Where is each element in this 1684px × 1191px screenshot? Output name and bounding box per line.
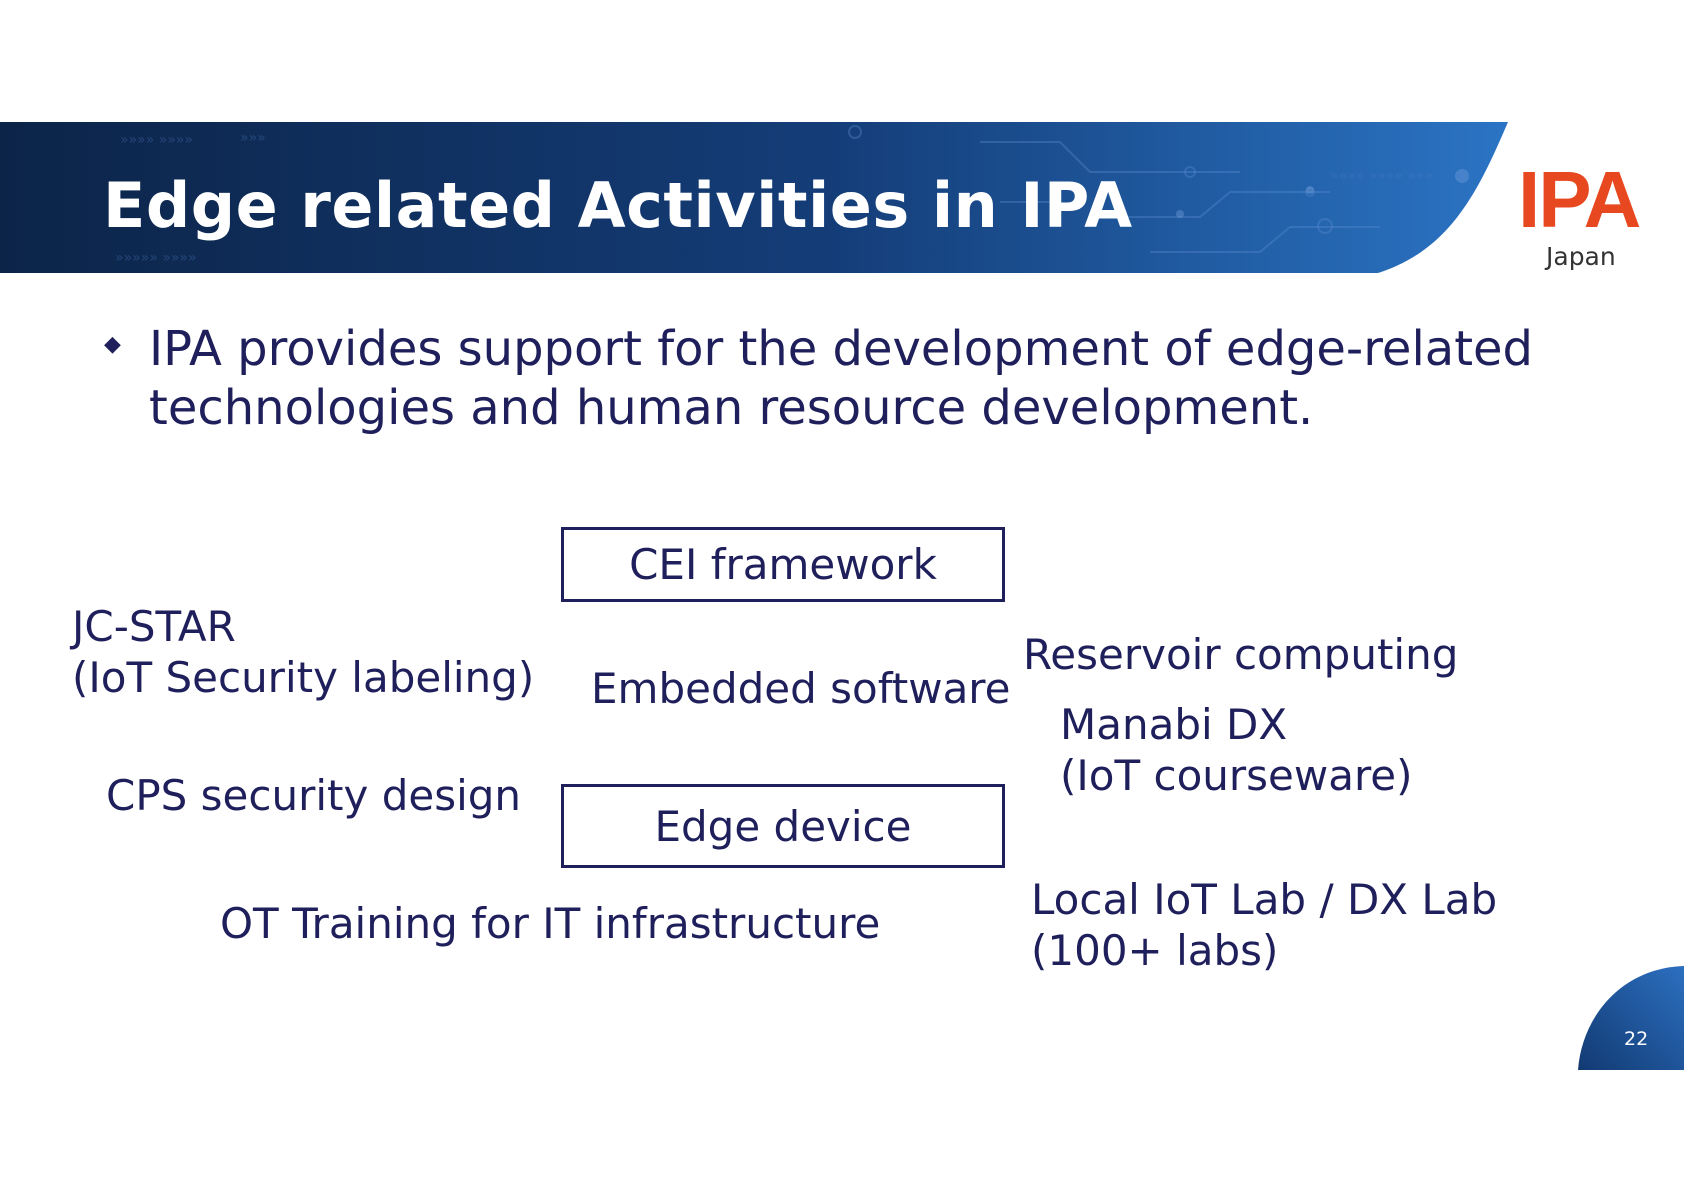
logo-mark: IPA [1518,155,1640,244]
manabi-dx-label [1060,699,1413,801]
edge-device-label: Edge device [654,801,912,851]
slide-title: Edge related Activities in IPA [103,169,1133,242]
svg-text:»»»» »»»»: »»»» »»»» [120,132,193,148]
reservoir-computing-label: Reservoir computing [1023,630,1459,679]
jc-star-label [72,601,534,703]
local-iot-lab-title: Local IoT Lab / DX Lab [1031,875,1498,924]
cei-framework-box [561,527,1005,602]
cps-security-label: CPS security design [106,771,522,820]
svg-text:»»»: »»» [240,130,266,146]
edge-device-box [561,784,1005,868]
cei-framework-label: CEI framework [629,540,937,589]
ot-training-label: OT Training for IT infrastructure [220,899,881,948]
page-number: 22 [1624,1028,1649,1050]
logo-subtitle: Japan [1546,242,1616,271]
svg-text:»»»»» »»»»: »»»»» »»»» [115,250,197,266]
local-iot-lab-subtitle: (100+ labs) [1031,926,1279,975]
page-corner-shape [1576,966,1684,1070]
svg-text:»»»» »»»» »»»: »»»» »»»» »»» [1330,168,1434,184]
embedded-software-label: Embedded software [591,664,1011,713]
diamond-bullet-icon: ◆ [104,332,121,357]
jc-star-title: JC-STAR [72,602,236,651]
bullet-text: IPA provides support for the development of edge-related technologies and human resource development. [149,321,1534,436]
manabi-dx-title: Manabi DX [1060,700,1288,749]
local-iot-lab-label [1031,874,1497,976]
manabi-dx-subtitle: (IoT courseware) [1060,751,1413,800]
jc-star-subtitle: (IoT Security labeling) [72,653,535,702]
ipa-logo [1518,155,1650,280]
